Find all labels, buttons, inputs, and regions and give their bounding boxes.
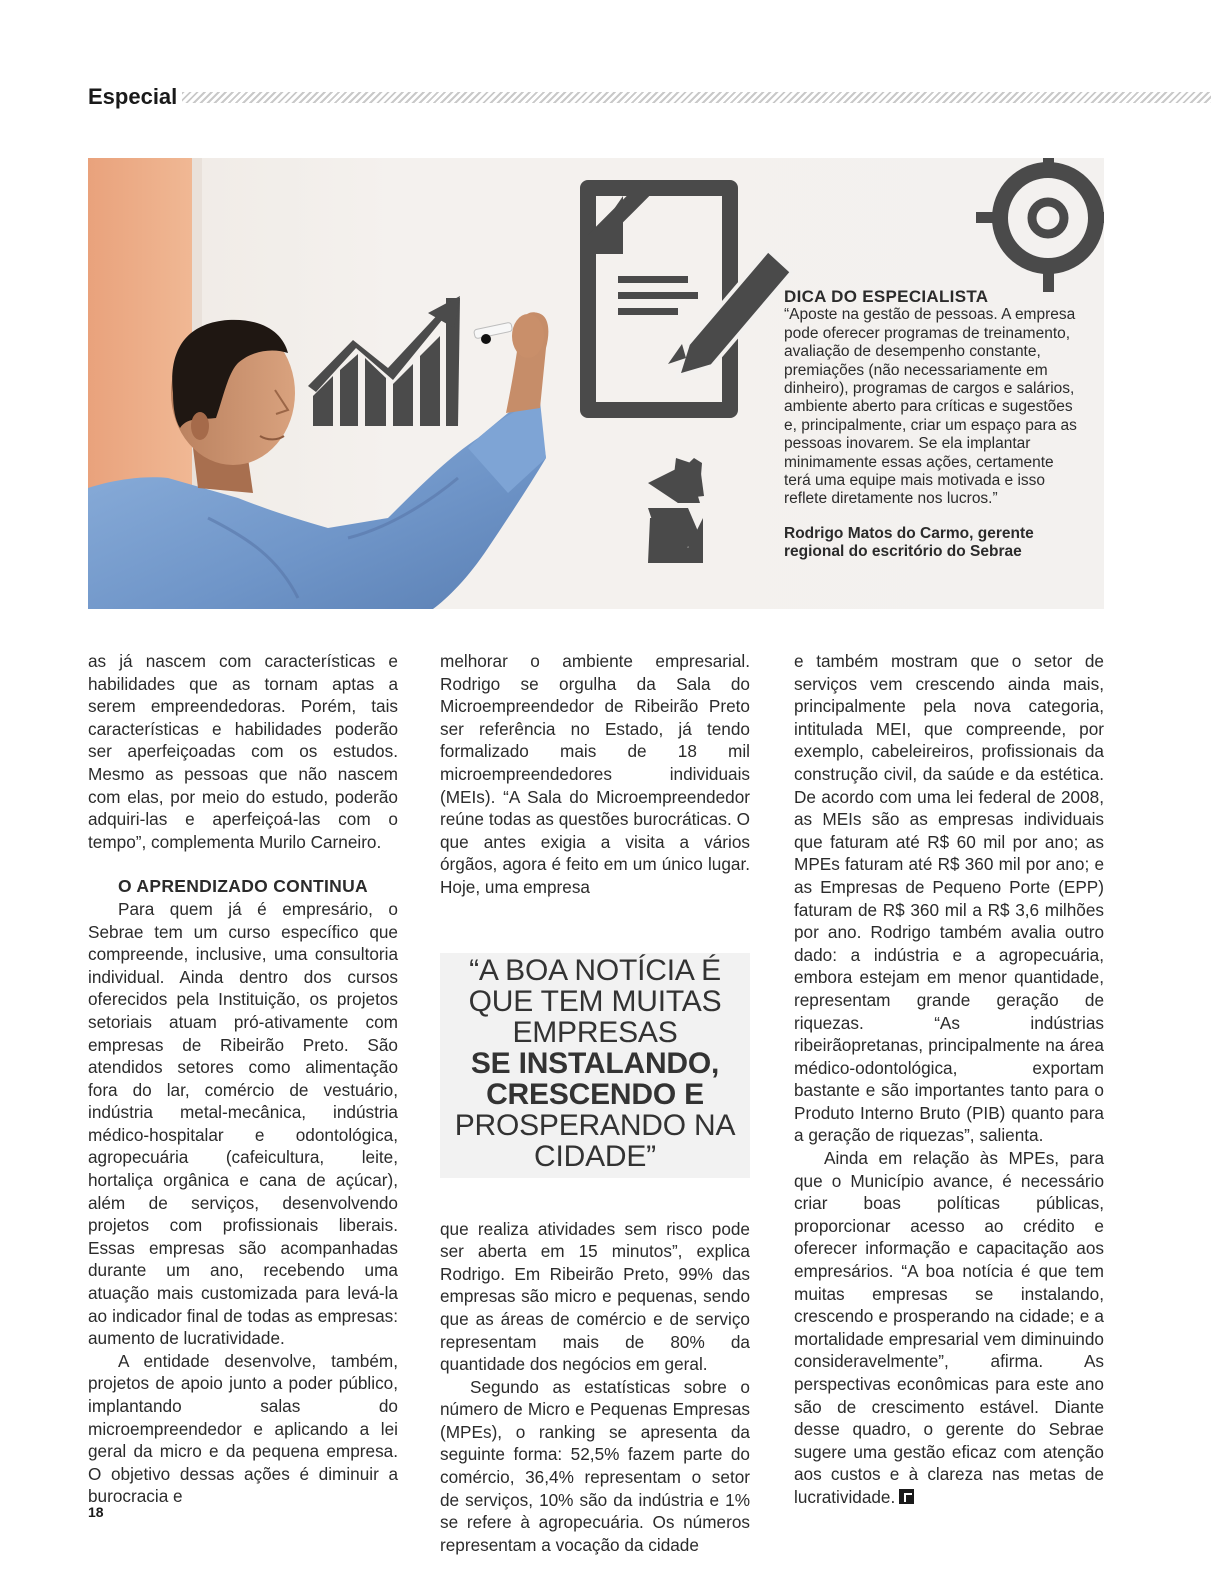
section-label: Especial	[88, 84, 178, 109]
article-column-2	[440, 650, 750, 1556]
article-column-1	[88, 650, 398, 1508]
header-divider	[182, 92, 1211, 103]
tip-author: Rodrigo Matos do Carmo, gerente regional do escritório do Sebrae	[784, 524, 1034, 561]
paragraph: as já nascem com características e habilidades que as tornam aptas a serem empreendedoras. Porém, tais características e habilidades poderão ser aperfeiçoadas com os estudos. Mesmo as pessoas que não nascem com elas, por meio do estudo, poderão adquiri-las e aperfeiçoá-las com o tempo”, complementa Murilo Carneiro.	[88, 651, 398, 852]
paragraph: melhorar o ambiente empresarial. Rodrigo se orgulha da Sala do Microempreendedor de Ribeirão Preto ser referência no Estado, já tendo formalizado mais de 18 mil microempreendedores individuais (MEIs). “A Sala do Microempreendedor reúne todas as questões burocráticas. O que antes exigia a visita a vários órgãos, agora é feito em um único lugar. Hoje, uma empresa	[440, 651, 750, 897]
tip-title: DICA DO ESPECIALISTA	[784, 287, 989, 306]
document-pen-icon	[583, 188, 792, 410]
page-number: 18	[88, 1504, 104, 1520]
paragraph: A entidade desenvolve, também, projetos de apoio junto a poder público, implantando salas do microempreendedor e aplicando a lei geral da micro e da pequena empresa. O objetivo dessas ações é diminuir a burocracia e	[88, 1350, 398, 1507]
paragraph: Segundo as estatísticas sobre o número de Micro e Pequenas Empresas (MPEs), o ranking se apresenta da seguinte forma: 52,5% fazem parte do comércio, 36,4% representam o setor de serviços, 10% são da indústria e 1% se refere à agropecuária. Os números representam a vocação da cidade	[440, 1376, 750, 1555]
pull-quote-emphasis: SE INSTALANDO, CRESCENDO E	[470, 1046, 720, 1111]
paragraph: e também mostram que o setor de serviços vem crescendo ainda mais, principalmente pela nova categoria, intitulada MEI, que compreende, por exemplo, cabeleireiros, profissionais da construção civil, da saúde e da estética. De acordo com uma lei federal de 2008, as MEIs são as empresas individuais que faturam até R$ 60 mil por ano; as MPEs faturam até R$ 360 mil por ano; e as Empresas de Pequeno Porte (EPP) faturam de R$ 360 mil a R$ 3,6 milhões por ano. Rodrigo também avalia outro dado: a indústria e a agropecuária, embora estejam em menor quantidade, representam grande geração de riquezas. “As indústrias ribeirãopretanas, principalmente na área médico-odontológica, exportam bastante e são importantes tanto para o Produto Interno Bruto (PIB) quanto para a geração de riquezas”, salienta.	[794, 651, 1104, 1146]
growth-chart-icon	[308, 296, 460, 426]
pull-quote-line: PROSPERANDO NA CIDADE”	[454, 1108, 736, 1173]
pull-quote-line: “A BOA NOTÍCIA É QUE TEM MUITAS EMPRESAS	[468, 953, 722, 1049]
paragraph: que realiza atividades sem risco pode ser aberta em 15 minutos”, explica Rodrigo. Em Ribeirão Preto, 99% das empresas são micro e pequenas, sendo que as áreas de comércio e de serviço representam mais de 80% da quantidade dos negócios em geral.	[440, 1218, 750, 1375]
expert-tip-box	[784, 288, 1084, 562]
tip-quote: “Aposte na gestão de pessoas. A empresa pode oferecer programas de treinamento, avaliação de desempenho constante, premiações (não necessariamente em dinheiro), programas de cargos e salários, ambiente aberto para críticas e sugestões e, principalmente, criar um espaço para as pessoas inovarem. Se ela implantar minimamente essas ações, certamente terá uma equipe mais motivada e isso reflete diretamente nos lucros.”	[784, 306, 1077, 508]
pull-quote	[440, 953, 750, 1178]
subheading: O APRENDIZADO CONTINUA	[118, 876, 368, 897]
end-of-article-icon	[899, 1489, 914, 1504]
paragraph-final	[794, 1147, 1104, 1509]
target-icon	[972, 158, 1104, 294]
exchange-arrows-icon	[648, 458, 704, 563]
paragraph: Para quem já é empresário, o Sebrae tem um curso específico que compreende, inclusive, uma consultoria individual. Ainda dentro dos cursos oferecidos pela Instituição, os projetos setoriais atuam pró-ativamente com empresas de Ribeirão Preto. São atendidos setores como alimentação fora do lar, comércio de vestuário, indústria metal-mecânica, indústria médico-hospitalar e odontológica, agropecuária (cafeicultura, leite, hortaliça orgânica e cana de açúcar), além de serviços, desenvolvendo projetos com profissionais liberais. Essas empresas são acompanhadas durante um ano, recebendo uma atuação mais customizada para levá-la ao indicador final de todas as empresas: aumento de lucratividade.	[88, 898, 398, 1349]
paragraph-text: Ainda em relação às MPEs, para que o Município avance, é necessário criar boas políticas públicas, proporcionar acesso ao crédito e oferecer informação e capacitação aos empresários. “A boa notícia é que tem muitas empresas se instalando, crescendo e prosperando na cidade; e a mortalidade empresarial vem diminuindo consideravelmente”, afirma. As perspectivas econômicas para este ano são de crescimento estável. Diante desse quadro, o gerente do Sebrae sugere uma gestão eficaz com atenção aos custos e à clareza nas metas de lucratividade.	[794, 1148, 1104, 1507]
article-column-3	[794, 650, 1104, 1509]
